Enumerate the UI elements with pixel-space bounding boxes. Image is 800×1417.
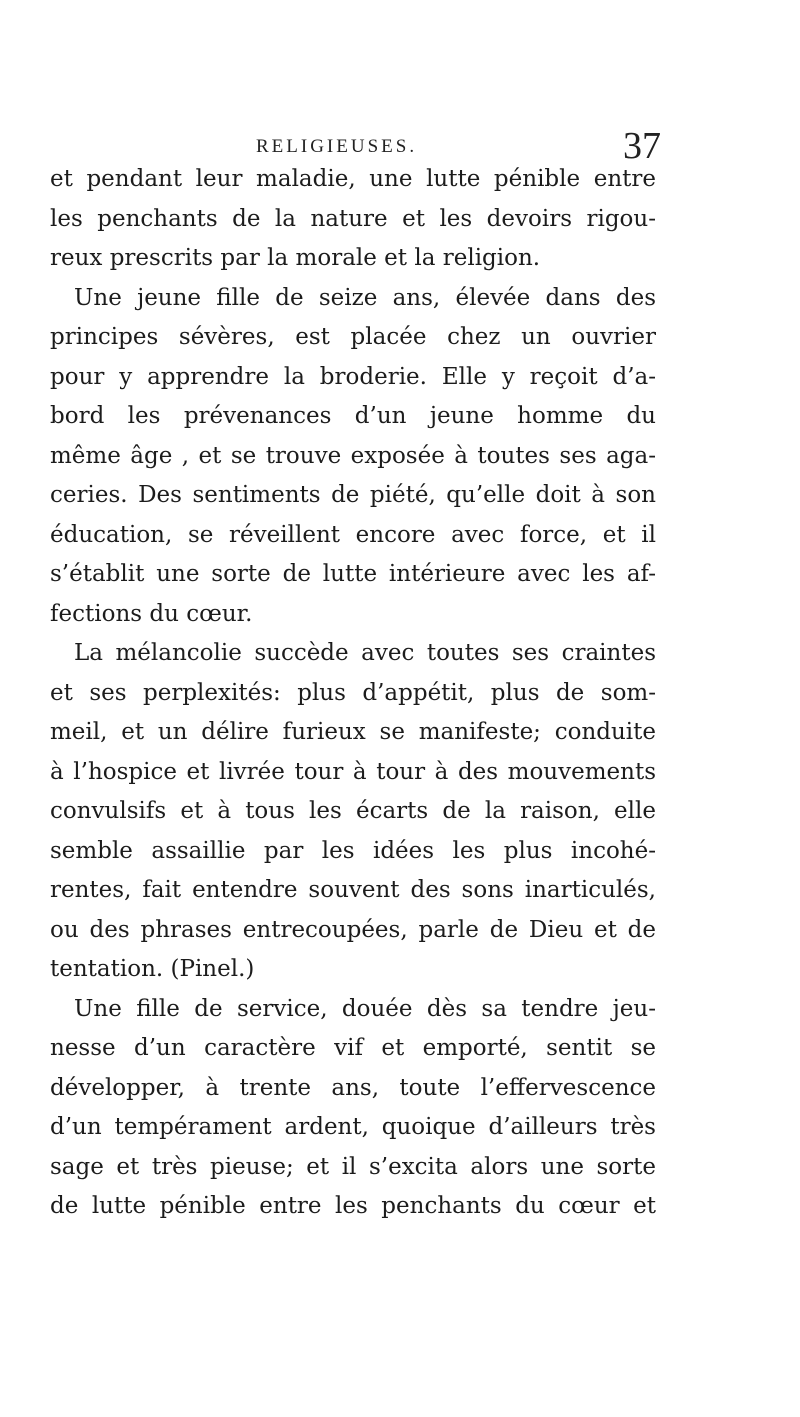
text-line: éducation, se réveillent encore avec force, et il: [50, 521, 656, 548]
text-line: nesse d’un caractère vif et emporté, sentit se: [50, 1035, 656, 1061]
text-line: de lutte pénible entre les penchants du cœur et: [50, 1193, 656, 1219]
page-number: 37: [623, 125, 661, 167]
text-line: et pendant leur maladie, une lutte pénible entre: [50, 166, 656, 192]
text-line: La mélancolie succède avec toutes ses craintes: [74, 640, 656, 666]
text-line: semble assaillie par les idées les plus incohé-: [50, 837, 656, 864]
text-line: pour y apprendre la broderie. Elle y reçoit d’a-: [50, 363, 656, 390]
text-line: fections du cœur.: [50, 600, 253, 627]
text-line: bord les prévenances d’un jeune homme du: [50, 403, 656, 429]
text-line: même âge , et se trouve exposée à toutes ses aga-: [50, 442, 656, 469]
text-line: reux prescrits par la morale et la religion.: [50, 245, 541, 271]
text-line: tentation. (Pinel.): [50, 956, 255, 982]
text-line: meil, et un délire furieux se manifeste; conduite: [50, 719, 656, 745]
text-line: convulsifs et à tous les écarts de la raison, elle: [50, 798, 656, 824]
text-line: développer, à trente ans, toute l’effervescence: [50, 1074, 656, 1101]
text-line: s’établit une sorte de lutte intérieure avec les af-: [50, 561, 656, 587]
text-line: Une jeune fille de seize ans, élevée dans des: [74, 284, 656, 311]
text-line: et ses perplexités: plus d’appétit, plus de som-: [50, 679, 656, 706]
text-line: sage et très pieuse; et il s’excita alors une sorte: [50, 1153, 656, 1180]
text-line: ou des phrases entrecoupées, parle de Dieu et de: [50, 916, 656, 943]
text-line: principes sévères, est placée chez un ouvrier: [50, 324, 656, 350]
text-line: Une fille de service, douée dès sa tendre jeu-: [74, 995, 656, 1022]
text-line: rentes, fait entendre souvent des sons inarticulés,: [50, 877, 656, 903]
text-line: les penchants de la nature et les devoirs rigou-: [50, 205, 656, 232]
text-line: d’un tempérament ardent, quoique d’ailleurs très: [50, 1114, 656, 1140]
text-line: à l’hospice et livrée tour à tour à des mouvements: [50, 758, 656, 785]
body-text: [50, 160, 656, 1227]
text-line: ceries. Des sentiments de piété, qu’elle doit à son: [50, 482, 656, 508]
running-title: RELIGIEUSES.: [256, 136, 418, 157]
